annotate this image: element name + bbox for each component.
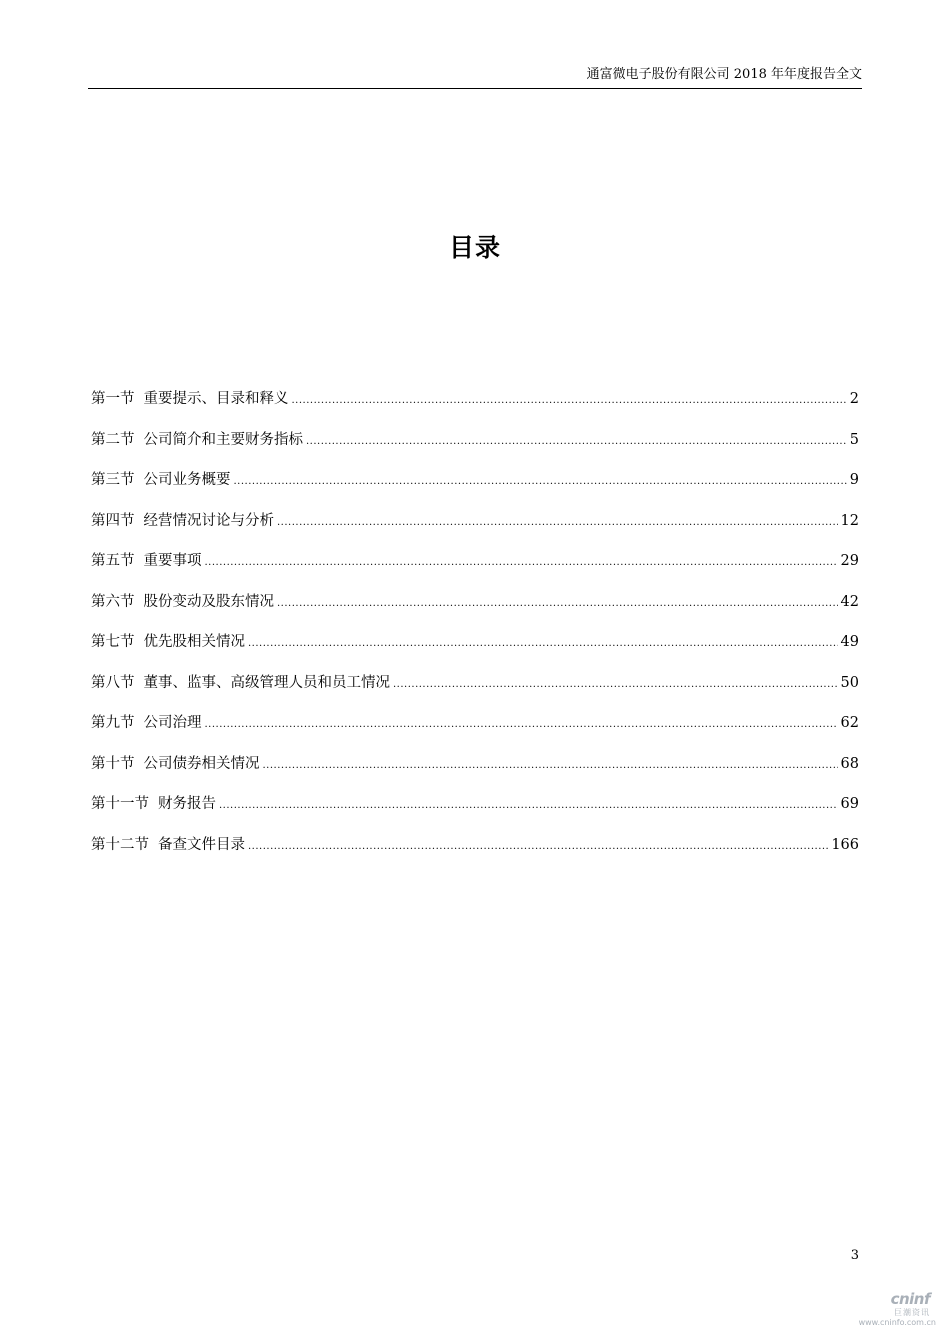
toc-entry[interactable] [91,834,859,875]
toc-section-title: 公司治理 [143,715,202,731]
toc-leader-dots [277,512,838,534]
toc-section-number: 第二节 [91,431,135,448]
toc-entry[interactable] [91,429,859,470]
toc-page-number: 9 [849,472,859,488]
header-text: 通富微电子股份有限公司 2018 年年度报告全文 [586,67,862,82]
toc-section-number: 第八节 [91,674,135,691]
toc-entry[interactable] [91,793,859,834]
page-number: 3 [850,1248,859,1263]
toc-page-number: 12 [840,512,859,529]
toc-entry[interactable] [91,753,859,794]
toc-section-number: 第九节 [91,715,135,731]
toc-section-title: 优先股相关情况 [143,634,245,650]
toc-section-title: 公司债券相关情况 [143,755,260,772]
toc-page-number: 49 [840,634,859,650]
toc-entry[interactable] [91,631,859,672]
toc-page-number: 166 [831,836,859,853]
toc-section-number: 第一节 [91,391,135,407]
toc-section-title: 重要事项 [143,553,202,569]
toc-section-title: 公司业务概要 [143,472,231,488]
toc-section-number: 第十一节 [91,796,149,812]
running-header [88,66,862,89]
toc-section-title: 经营情况讨论与分析 [143,512,274,529]
toc-page-number: 42 [840,593,859,610]
toc-section-number: 第六节 [91,593,135,610]
toc-leader-dots [248,633,838,655]
toc-page-number: 68 [840,755,859,772]
toc-section-number: 第十二节 [91,836,149,853]
toc-leader-dots [248,836,828,858]
toc-section-number: 第七节 [91,634,135,650]
watermark-url: www.cninfo.com.cn [858,1318,936,1327]
toc-section-title: 公司简介和主要财务指标 [143,431,303,448]
toc-leader-dots [205,552,838,574]
toc-section-title: 财务报告 [158,796,216,812]
toc-page-number: 69 [840,796,859,812]
toc-section-number: 第四节 [91,512,135,529]
toc-section-number: 第五节 [91,553,135,569]
toc-section-title: 备查文件目录 [158,836,245,853]
toc-entry[interactable] [91,388,859,429]
toc-leader-dots [205,714,838,736]
toc-entry[interactable] [91,550,859,591]
toc-entry[interactable] [91,469,859,510]
toc-section-number: 第十节 [91,755,135,772]
toc-leader-dots [219,795,838,817]
cninf-logo-icon [858,1286,936,1332]
toc-page-number: 62 [840,715,859,731]
toc-page-number: 29 [840,553,859,569]
toc-section-title: 股份变动及股东情况 [143,593,274,610]
toc-entry[interactable] [91,672,859,713]
toc-section-number: 第三节 [91,472,135,488]
toc-leader-dots [263,755,838,777]
toc-entry[interactable] [91,712,859,753]
watermark-brand-cn: 巨潮资讯 [894,1308,930,1317]
toc-leader-dots [234,471,847,493]
toc-page-number: 5 [849,431,859,448]
toc-leader-dots [277,593,838,615]
table-of-contents [91,388,859,874]
toc-entry[interactable] [91,591,859,632]
toc-page-number: 2 [849,391,859,407]
toc-leader-dots [306,431,847,453]
toc-section-title: 重要提示、目录和释义 [143,391,289,407]
toc-entry[interactable] [91,510,859,551]
toc-leader-dots [393,674,838,696]
toc-section-title: 董事、监事、高级管理人员和员工情况 [143,674,390,691]
watermark-brand: cninf [890,1290,930,1308]
toc-page-number: 50 [840,674,859,691]
page-title: 目录 [448,233,501,262]
toc-leader-dots [292,390,847,412]
